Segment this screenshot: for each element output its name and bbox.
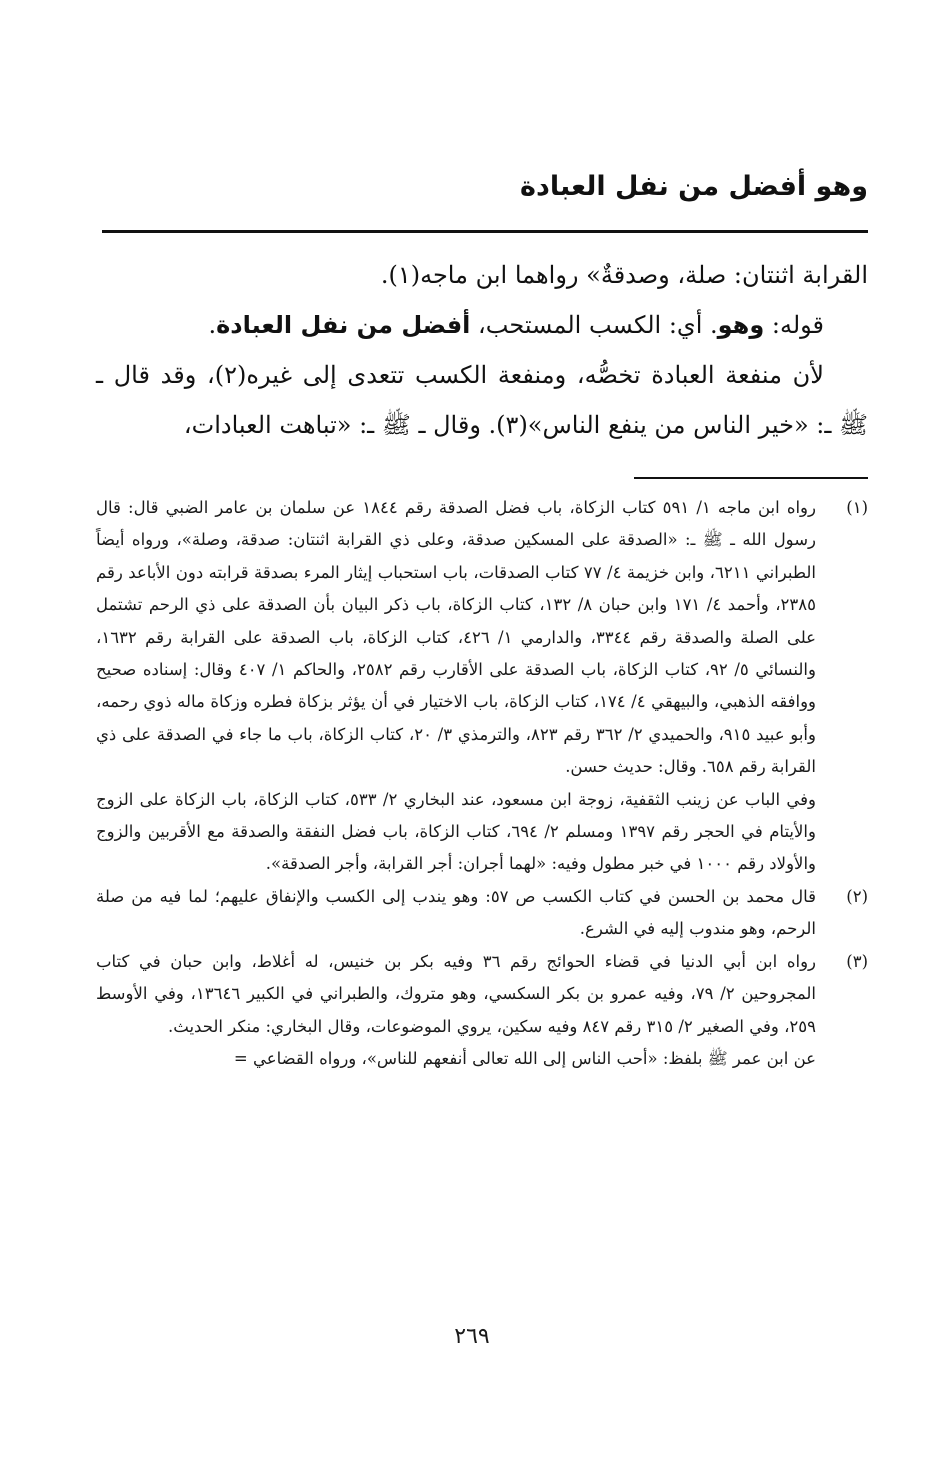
footnote-paragraph: قال محمد بن الحسن في كتاب الكسب ص ٥٧: وهو يندب إلى الكسب والإنفاق عليهم؛ لما فيه من صلة الرحم، وهو مندوب إليه في الشرع. <box>96 886 816 939</box>
footnote-body <box>96 492 816 881</box>
footnote-number: (٣) <box>846 951 868 971</box>
main-paragraph-2 <box>96 300 868 350</box>
p2-middle: . أي: الكسب المستحب، <box>470 311 718 339</box>
running-head: وهو أفضل من نفل العبادة <box>520 171 868 202</box>
page-number: ٢٦٩ <box>454 1324 490 1349</box>
p2-end: . <box>208 311 217 339</box>
footnote <box>96 946 868 1076</box>
footnote-paragraph: رواه ابن أبي الدنيا في قضاء الحوائج رقم ٣٦ وفيه بكر بن خنيس، له أغلاط، وابن حبان في كتاب المجروحين ٢/ ٧٩، وفيه عمرو بن بكر السكسي، وهو متروك، والطبراني في الكبير ١٣٦٤٦، وفي الأوسط ٢٥٩، وفي الصغير ٢/ ٣١٥ رقم ٨٤٧ وفيه سكين، يروي الموضوعات، وقال البخاري: منكر الحديث. <box>96 951 816 1036</box>
main-paragraph-1: القرابة اثنتان: صلة، وصدقةٌ» رواهما ابن ماجه(١). <box>380 261 868 289</box>
p2-bold-heading: أفضل من نفل العبادة <box>216 311 471 339</box>
footnote <box>96 492 868 881</box>
footnote-body <box>96 881 816 946</box>
p2-prefix: قوله: <box>764 311 824 339</box>
header-rule <box>102 230 868 233</box>
footnote-number: (٢) <box>846 886 868 906</box>
footnotes <box>96 492 868 1075</box>
footnote-paragraph: وفي الباب عن زينب الثقفية، زوجة ابن مسعود، عند البخاري ٢/ ٥٣٣، كتاب الزكاة، باب الزكاة على الزوج والأيتام في الحجر رقم ١٣٩٧ ومسلم ٢/ ٦٩٤، كتاب الزكاة، باب فضل النفقة والصدقة مع الأقربين والزوج والأولاد رقم ١٠٠٠ في خبر مطول وفيه: «لهما أجران: أجر القرابة، وأجر الصدقة». <box>96 789 816 874</box>
footnote-paragraph: رواه ابن ماجه ١/ ٥٩١ كتاب الزكاة، باب فضل الصدقة رقم ١٨٤٤ عن سلمان بن عامر الضبي قال: قال رسول الله ـ ﷺ ـ: «الصدقة على المسكين صدقة، وعلى ذي القرابة اثنتان: صدقة، وصلة»، ورواه أيضاً الطبراني ٦٢١١، وابن خزيمة ٤/ ٧٧ كتاب الصدقات، باب استحباب إيثار المرء بصدقة قرابته دون الأباعد رقم ٢٣٨٥، وأحمد ٤/ ١٧١ وابن حبان ٨/ ١٣٢، كتاب الزكاة، باب ذكر البيان بأن الصدقة على ذي الرحم تشتمل على الصلة والصدقة رقم ٣٣٤٤، والدارمي ١/ ٤٢٦، كتاب الزكاة، باب الصدقة على القرابة رقم ١٦٣٢، والنسائي ٥/ ٩٢، كتاب الزكاة، باب الصدقة على الأقارب رقم ٢٥٨٢، والحاكم ١/ ٤٠٧ وقال: إسناده صحيح ووافقه الذهبي، والبيهقي ٤/ ١٧٤، كتاب الزكاة، باب الاختيار في أن يؤثر بزكاة فطره وزكاة ماله ذوي رحمه، وأبو عبيد ٩١٥، والحميدي ٢/ ٣٦٢ رقم ٨٢٣، والترمذي ٣/ ٢٠، كتاب الزكاة، باب ما جاء في الصدقة على ذي القرابة رقم ٦٥٨. وقال: حديث حسن. <box>96 498 817 777</box>
footnote-body <box>96 946 816 1076</box>
footnote-paragraph: عن ابن عمر ﷺ بلفظ: «أحب الناس إلى الله تعالى أنفعهم للناس»، ورواه القضاعي = <box>233 1048 816 1068</box>
main-paragraph-3: لأن منفعة العبادة تخصُّه، ومنفعة الكسب تتعدى إلى غيره(٢)، وقد قال ـ ﷺ ـ: «خير الناس من ينفع الناس»(٣). وقال ـ ﷺ ـ: «تباهت العبادات، <box>96 361 868 439</box>
main-text <box>96 250 868 450</box>
footnote <box>96 881 868 946</box>
footnote-number: (١) <box>846 498 868 517</box>
p2-bold-term: وهو <box>717 311 765 339</box>
footnote-separator <box>634 477 868 479</box>
